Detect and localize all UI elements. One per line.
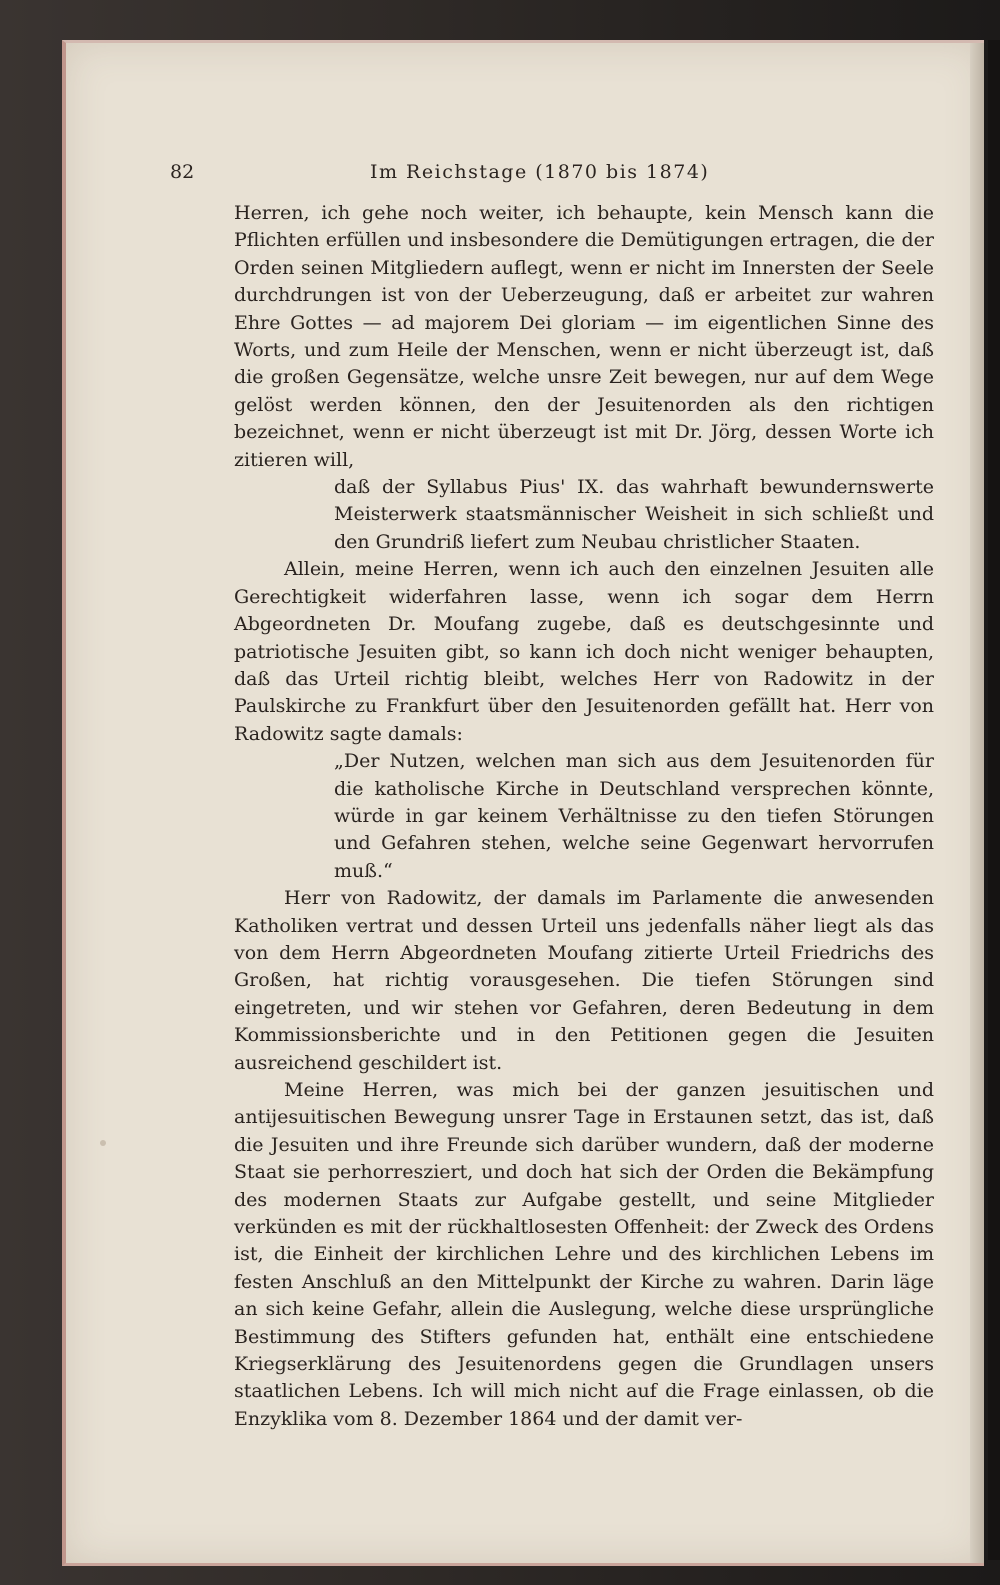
book-spine [988, 40, 1000, 1560]
running-head: Im Reichstage (1870 bis 1874) [370, 161, 710, 183]
page-edge [970, 43, 984, 1563]
block-quote-syllabus: daß der Syllabus Pius' IX. das wahrhaft bewundernswerte Meisterwerk staatsmännischer Weisheit in sich schließt und den Grundriß liefert zum Neubau christlicher Staaten. [334, 476, 934, 553]
paper-mark [100, 1140, 106, 1146]
paragraph-meine-herren: Meine Herren, was mich bei der ganzen jesuitischen und antijesuitischen Bewegung unsrer Tage in Erstaunen setzt, das ist, daß die Jesuiten und ihre Freunde sich darüber wundern, daß der moderne Staat sie perhorresziert, und doch hat sich der Orden die Bekämpfung des modernen Staats zur Aufgabe gestellt, und seine Mitglieder verkünden es mit der rückhaltlosesten Offenheit: der Zweck des Ordens ist, die Einheit der kirchlichen Lehre und des kirchlichen Lebens im festen Anschluß an den Mittelpunkt der Kirche zu wahren. Darin läge an sich keine Gefahr, allein die Auslegung, welche diese ursprüngliche Bestimmung des Stifters gefunden hat, enthält eine entschiedene Kriegserklärung des Jesuitenordens gegen die Grundlagen unsers staatlichen Lebens. Ich will mich nicht auf die Frage einlassen, ob die Enzyklika vom 8. Dezember 1864 und der damit ver- [234, 1079, 934, 1430]
page-body [234, 200, 934, 1433]
paragraph-allein: Allein, meine Herren, wenn ich auch den einzelnen Jesuiten alle Gerechtigkeit widerfahren lasse, wenn ich sogar dem Herrn Abgeordneten Dr. Moufang zugebe, daß es deutschgesinnte und patriotische Jesuiten gibt, so kann ich doch nicht weniger behaupten, daß das Urteil richtig bleibt, welches Herr von Radowitz in der Paulskirche zu Frankfurt über den Jesuitenorden gefällt hat. Herr von Radowitz sagte damals: [234, 558, 934, 745]
paragraph-radowitz: Herr von Radowitz, der damals im Parlamente die anwesenden Katholiken vertrat und dessen Urteil uns jedenfalls näher liegt als das von dem Herrn Abgeordneten Moufang zitierte Urteil Friedrichs des Großen, hat richtig vorausgesehen. Die tiefen Störungen sind eingetreten, und wir stehen vor Gefahren, deren Bedeutung in dem Kommissionsberichte und in den Petitionen gegen die Jesuiten ausreichend geschildert ist. [234, 887, 934, 1074]
page-number: 82 [170, 161, 195, 183]
paragraph-continuation: Herren, ich gehe noch weiter, ich behaupte, kein Mensch kann die Pflichten erfüllen und insbesondere die Demütigungen ertragen, die der Orden seinen Mitgliedern auflegt, wenn er nicht im Innersten der Seele durchdrungen ist von der Ueberzeugung, daß er arbeitet zur wahren Ehre Gottes — ad majorem Dei gloriam — im eigentlichen Sinne des Worts, und zum Heile der Menschen, wenn er nicht überzeugt ist, daß die großen Gegensätze, welche unsre Zeit bewegen, nur auf dem Wege gelöst werden können, den der Jesuitenorden als den richtigen bezeichnet, wenn er nicht überzeugt ist mit Dr. Jörg, dessen Worte ich zitieren will, [234, 202, 934, 471]
block-quote-radowitz: „Der Nutzen, welchen man sich aus dem Jesuitenorden für die katholische Kirche in Deutschland versprechen könnte, würde in gar keinem Verhältnisse zu den tiefen Störungen und Gefahren stehen, welche seine Gegenwart hervorrufen muß.“ [334, 750, 934, 882]
